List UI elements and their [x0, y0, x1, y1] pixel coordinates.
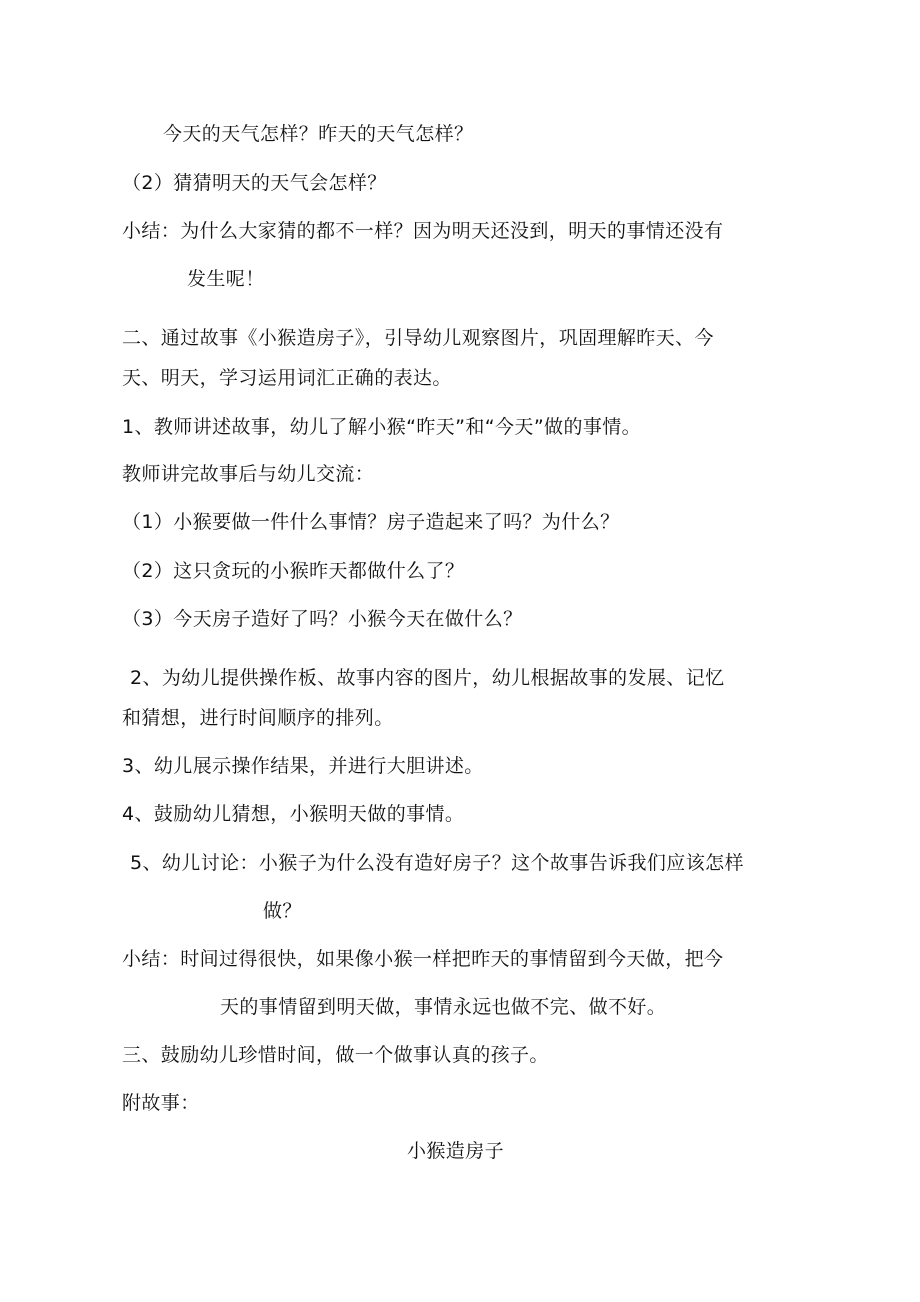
text-line-summary-1-cont: 发生呢！ [187, 268, 265, 290]
story-title: 小猴造房子 [407, 1140, 505, 1162]
text-line-weather-question: 今天的天气怎样？昨天的天气怎样？ [163, 123, 474, 145]
section-heading-two: 二、通过故事《小猴造房子》，引导幼儿观察图片，巩固理解昨天、今 [122, 327, 714, 349]
question-1: （1）小猴要做一件什么事情？房子造起来了吗？为什么？ [122, 511, 620, 533]
question-3: （3）今天房子造好了吗？小猴今天在做什么？ [122, 608, 523, 630]
section-heading-two-cont: 天、明天，学习运用词汇正确的表达。 [122, 367, 452, 389]
text-line-guess-tomorrow: （2）猜猜明天的天气会怎样？ [122, 172, 387, 194]
text-line-summary-2: 小结：时间过得很快，如果像小猴一样把昨天的事情留到今天做，把今 [122, 948, 724, 970]
text-line-item-3: 3、幼儿展示操作结果，并进行大胆讲述。 [122, 755, 484, 777]
section-heading-three: 三、鼓励幼儿珍惜时间，做一个做事认真的孩子。 [122, 1044, 549, 1066]
text-line-summary-1: 小结：为什么大家猜的都不一样？因为明天还没到，明天的事情还没有 [122, 220, 724, 242]
text-line-item-4: 4、鼓励幼儿猜想，小猴明天做的事情。 [122, 803, 465, 825]
appendix-label: 附故事： [122, 1092, 200, 1114]
question-2: （2）这只贪玩的小猴昨天都做什么了？ [122, 560, 465, 582]
text-line-item-1: 1、教师讲述故事，幼儿了解小猴“昨天”和“今天”做的事情。 [122, 416, 642, 438]
text-line-item-5-cont: 做？ [263, 900, 302, 922]
text-line-summary-2-cont: 天的事情留到明天做，事情永远也做不完、做不好。 [220, 996, 667, 1018]
text-line-item-2-cont: 和猜想，进行时间顺序的排列。 [122, 707, 394, 729]
text-line-item-5: 5、幼儿讨论：小猴子为什么没有造好房子？这个故事告诉我们应该怎样 [130, 852, 744, 874]
text-line-exchange: 教师讲完故事后与幼儿交流： [122, 463, 375, 485]
text-line-item-2: 2、为幼儿提供操作板、故事内容的图片，幼儿根据故事的发展、记忆 [130, 667, 725, 689]
